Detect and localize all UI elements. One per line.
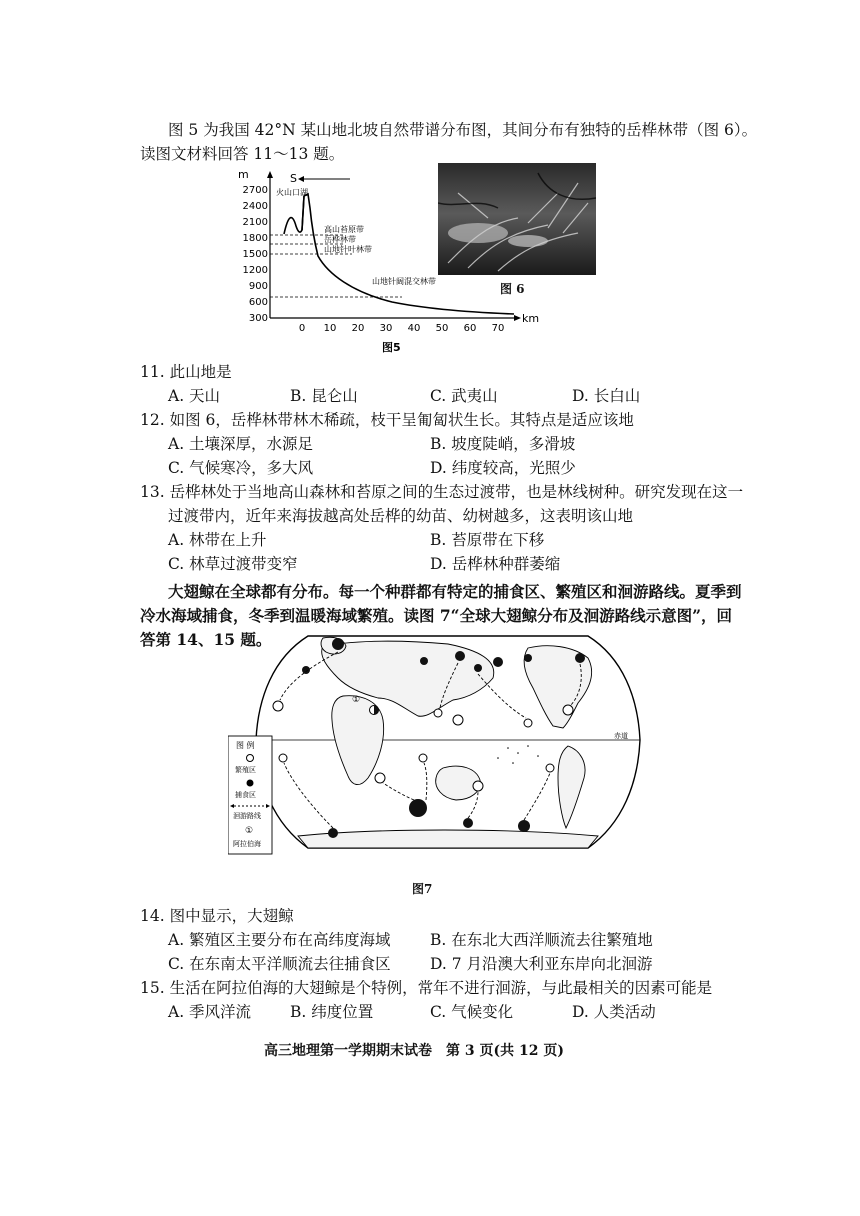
legend-breeding-label: 繁殖区 xyxy=(235,766,256,774)
ytick: 1800 xyxy=(242,233,268,244)
figure-6-photo xyxy=(438,163,596,275)
q13-stem-line-2: 过渡带内，近年来海拔越高处岳桦的幼苗、幼树越多，这表明该山地 xyxy=(168,507,634,525)
q15-option-b: B. 纬度位置 xyxy=(290,1003,374,1021)
feeding-area xyxy=(493,657,503,667)
q12-option-d: D. 纬度较高，光照少 xyxy=(430,459,576,477)
ytick: 600 xyxy=(248,297,268,308)
legend-feeding-icon xyxy=(247,780,254,787)
arabian-sea-marker: ① xyxy=(352,695,361,705)
xtick: 60 xyxy=(463,323,477,334)
feeding-area xyxy=(328,828,338,838)
q12-stem: 12. 如图 6，岳桦林带林木稀疏，枝干呈匍匐状生长。其特点是适应该地 xyxy=(140,411,634,429)
ytick: 1500 xyxy=(242,249,268,260)
q12-option-a: A. 土壤深厚，水源足 xyxy=(168,435,314,453)
breeding-area xyxy=(279,754,287,762)
q13-stem-line-1: 13. 岳桦林处于当地高山森林和苔原之间的生态过渡带，也是林线树种。研究发现在这一 xyxy=(140,483,744,501)
breeding-area xyxy=(273,701,283,711)
q13-option-c: C. 林草过渡带变窄 xyxy=(168,555,298,573)
q11-option-c: C. 武夷山 xyxy=(430,387,498,405)
ytick: 2700 xyxy=(242,185,268,196)
xtick: 30 xyxy=(379,323,393,334)
xtick: 20 xyxy=(351,323,365,334)
intro-line-2: 读图文材料回答 11～13 题。 xyxy=(140,145,345,163)
q12-option-b: B. 坡度陡峭，多滑坡 xyxy=(430,435,576,453)
ytick: 900 xyxy=(248,281,268,292)
fig5-ylabel: m xyxy=(238,168,249,181)
feeding-area xyxy=(474,664,482,672)
xtick: 40 xyxy=(407,323,421,334)
ytick: 1200 xyxy=(242,265,268,276)
legend-route-label: 洄游路线 xyxy=(233,812,261,820)
q14-stem: 14. 图中显示，大翅鲸 xyxy=(140,907,294,925)
legend-arabian-label: 阿拉伯海 xyxy=(233,840,261,848)
q12-option-c: C. 气候寒冷，多大风 xyxy=(168,459,314,477)
breeding-area xyxy=(434,709,442,717)
breeding-area xyxy=(546,764,554,772)
q11-option-d: D. 长白山 xyxy=(572,387,641,405)
feeding-area xyxy=(455,651,465,661)
feeding-area xyxy=(518,820,530,832)
q11-option-a: A. 天山 xyxy=(168,387,221,405)
label-birch-belt: 岳桦林带 xyxy=(324,235,356,244)
intro2-line-1: 大翅鲸在全球都有分布。每一个种群都有特定的捕食区、繁殖区和洄游路线。夏季到 xyxy=(168,582,742,601)
xtick: 10 xyxy=(323,323,337,334)
figure-7-map xyxy=(228,628,648,878)
q11-option-b: B. 昆仑山 xyxy=(290,387,358,405)
intro2-line-2: 冷水海域捕食，冬季到温暖海域繁殖。读图 7“全球大翅鲸分布及洄游路线示意图”，回 xyxy=(140,606,733,625)
feeding-area xyxy=(575,653,585,663)
feeding-area xyxy=(409,799,427,817)
q13-option-b: B. 苔原带在下移 xyxy=(430,531,545,549)
q15-stem: 15. 生活在阿拉伯海的大翅鲸是个特例，常年不进行洄游，与此最相关的因素可能是 xyxy=(140,979,713,997)
fig6-caption: 图 6 xyxy=(500,282,525,296)
feeding-area xyxy=(463,818,473,828)
breeding-area xyxy=(524,719,532,727)
label-alpine-tundra: 高山苔原带 xyxy=(324,225,364,234)
map-legend xyxy=(228,736,272,854)
q14-option-b: B. 在东北大西洋顺流去往繁殖地 xyxy=(430,931,653,949)
q15-option-a: A. 季风洋流 xyxy=(168,1003,252,1021)
intro2-line-3: 答第 14、15 题。 xyxy=(140,630,272,649)
legend-arabian-icon: ① xyxy=(245,826,254,836)
ytick: 2100 xyxy=(242,217,268,228)
breeding-area xyxy=(563,705,573,715)
fig7-caption: 图7 xyxy=(412,882,433,896)
fig5-direction-label: S xyxy=(290,172,297,185)
feeding-area xyxy=(302,666,310,674)
equator-label: 赤道 xyxy=(614,732,628,740)
feeding-area xyxy=(420,657,428,665)
xtick: 70 xyxy=(491,323,505,334)
label-crater-lake: 火山口湖 xyxy=(276,188,308,197)
intro-line-1: 图 5 为我国 42°N 某山地北坡自然带谱分布图，其间分布有独特的岳桦林带（图 6）。 xyxy=(168,121,758,139)
label-conifer-belt: 山地针叶林带 xyxy=(324,245,372,254)
feeding-area xyxy=(524,654,532,662)
label-mixed-forest-belt: 山地针阔混交林带 xyxy=(372,277,436,286)
breeding-area xyxy=(375,773,385,783)
legend-feeding-label: 捕食区 xyxy=(235,791,256,799)
ytick: 300 xyxy=(248,313,268,324)
q13-option-a: A. 林带在上升 xyxy=(168,531,267,549)
q14-option-d: D. 7 月沿澳大利亚东岸向北洄游 xyxy=(430,955,653,973)
xtick: 50 xyxy=(435,323,449,334)
ytick: 2400 xyxy=(242,201,268,212)
legend-title: 图 例 xyxy=(236,741,255,750)
xtick: 0 xyxy=(298,323,306,334)
breeding-area xyxy=(473,781,483,791)
q13-option-d: D. 岳桦林种群萎缩 xyxy=(430,555,561,573)
q15-option-d: D. 人类活动 xyxy=(572,1003,656,1021)
q14-option-a: A. 繁殖区主要分布在高纬度海域 xyxy=(168,931,391,949)
feeding-area xyxy=(332,638,344,650)
page-footer: 高三地理第一学期期末试卷 第 3 页(共 12 页) xyxy=(264,1043,564,1059)
fig5-xlabel: km xyxy=(522,312,540,325)
continent-antarctica xyxy=(298,830,598,848)
breeding-area xyxy=(453,715,463,725)
q15-option-c: C. 气候变化 xyxy=(430,1003,514,1021)
q11-stem: 11. 此山地是 xyxy=(140,363,232,381)
q14-option-c: C. 在东南太平洋顺流去往捕食区 xyxy=(168,955,391,973)
fig5-caption: 图5 xyxy=(382,341,401,354)
breeding-area xyxy=(419,754,427,762)
legend-breeding-icon xyxy=(247,755,254,762)
